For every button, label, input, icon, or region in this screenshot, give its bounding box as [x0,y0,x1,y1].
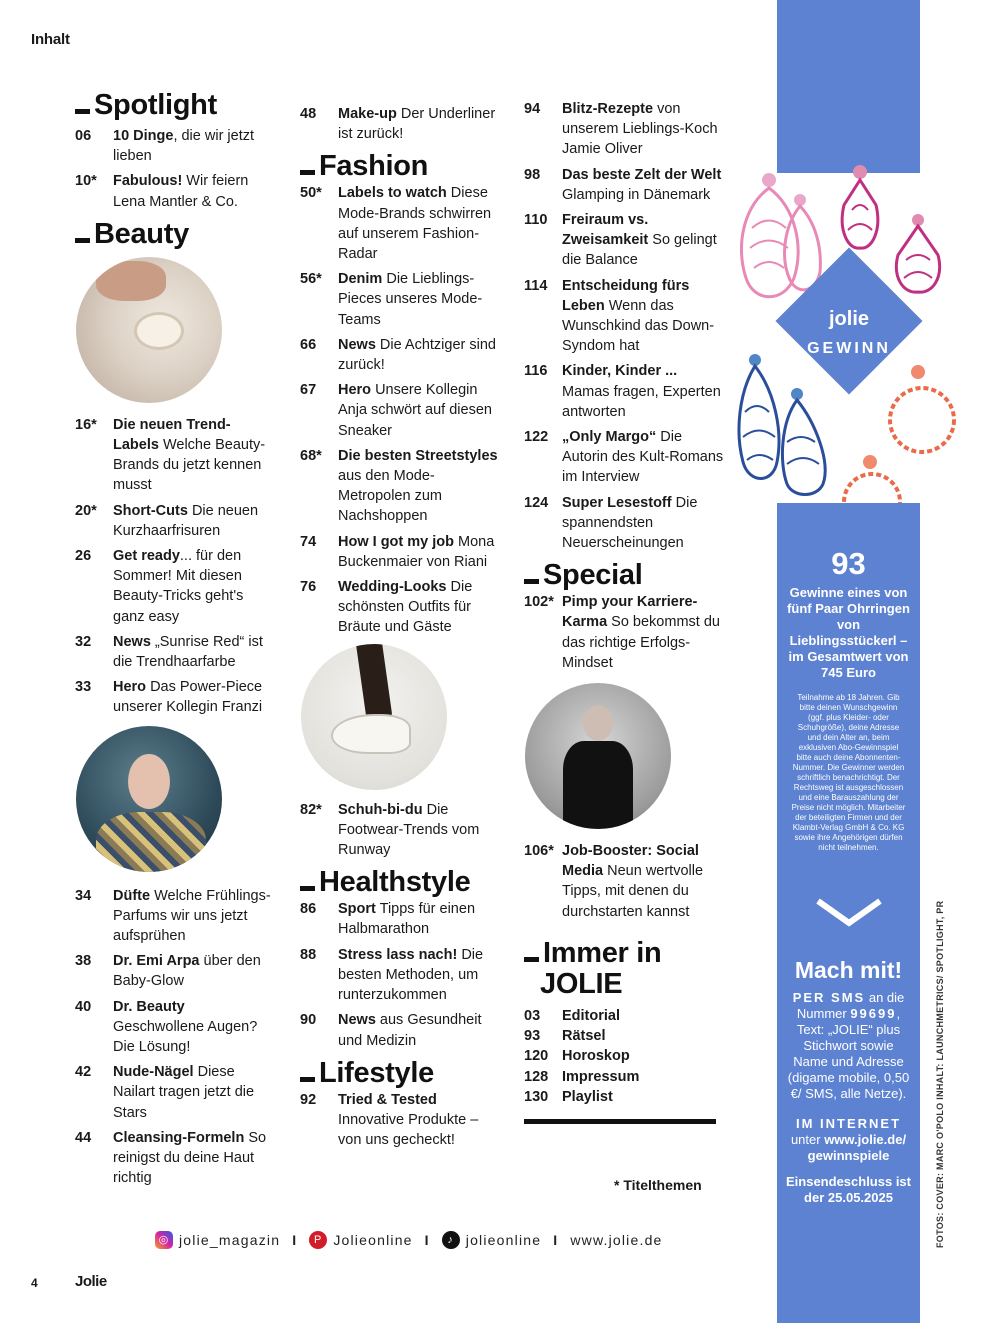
entry-description: aus Gesundheit und Medizin [338,1012,482,1049]
earring-coral-icon [830,362,960,522]
toc-entry [75,1062,275,1123]
entry-text [113,997,275,1058]
entry-text [562,592,724,673]
toc-entry [524,99,724,160]
entry-text [562,1067,724,1087]
entry-text [562,99,724,160]
social-separator: I [292,1232,298,1248]
website-link[interactable]: www.jolie.de [570,1232,663,1248]
gewinnspiel-link[interactable]: www.jolie.de/ gewinnspiele [807,1132,907,1163]
page-number-ref: 48 [300,106,317,122]
page-number-ref: 03 [524,1007,541,1024]
toc-column-1 [75,88,275,1194]
toc-entry [524,276,724,357]
page-number-ref: 16* [75,416,97,433]
internet-instructions: IM INTERNET unter www.jolie.de/ gewinnspiele [790,1116,907,1163]
entry-title: 10 Dinge [113,128,174,144]
deadline-text: Einsendeschluss ist der 25.05.2025 [786,1174,911,1205]
heading-spotlight: Spotlight [75,88,275,122]
toc-entry [300,577,500,638]
page-number-ref: 42 [75,1064,92,1081]
page-number-ref: 38 [75,953,92,970]
entry-text [338,800,500,861]
entry-description: Die Achtziger sind zurück! [338,336,496,374]
page-number-ref: 93 [524,1028,541,1045]
entry-title: Freiraum vs. Zweisamkeit [562,212,649,249]
entry-text [113,1128,275,1189]
entry-title: Horoskop [562,1048,630,1065]
entry-text [113,546,275,627]
entry-title: Job-Booster: Social Media [562,843,699,880]
entry-description: Die Autorin des Kult-Romans im Interview [562,429,724,486]
toc-entry [524,361,724,422]
entry-text [338,183,500,264]
special-list-b [524,841,724,922]
entry-title: News [338,336,376,353]
entry-text [338,532,500,572]
entry-description: aus den Mode-Metropolen zum Nachshoppen [338,468,442,525]
entry-description: Welche Frühlings-Parfums wir uns jetzt aufsprühen [113,887,271,945]
entry-description: Wir feiern Lena Mantler & Co. [113,173,249,210]
entry-text [113,415,275,496]
entry-description: Die Footwear-Trends vom Runway [338,801,480,859]
entry-title: Stress lass nach! [338,946,458,963]
entry-description: von unserem Lieblings-Koch Jamie Oliver [562,101,718,158]
entry-description: Die spannendsten Neuerscheinungen [562,494,698,552]
beauty-photo-cream [76,257,222,403]
entry-text [113,501,275,541]
toc-entry [75,501,275,541]
entry-description: Wenn das Wunschkind das Down-Syndom hat [562,297,715,355]
toc-entry [524,165,724,205]
entry-title: Hero [338,382,372,399]
entry-title: Nude-Nägel [113,1064,194,1081]
toc-entry [75,415,275,496]
entry-title: Dr. Emi Arpa [113,953,200,970]
toc-entry [524,493,724,554]
toc-entry [75,126,275,166]
page-number-ref: 130 [524,1088,549,1105]
immer-divider [524,1119,716,1124]
page-number-ref: 33 [75,679,92,696]
entry-title: Pimp your Karriere-Karma [562,594,698,631]
entry-text [338,1090,500,1151]
toc-entry [300,945,500,1006]
entry-title: Super Lesestoff [562,494,672,511]
entry-title: News [338,1012,376,1029]
toc-entry [524,1026,724,1046]
entry-text [338,104,500,144]
entry-text [338,899,500,939]
social-bar [155,1231,663,1249]
entry-text [338,446,500,527]
entry-title: Cleansing-Formeln [113,1129,245,1146]
toc-entry [524,592,724,673]
entry-description: Glamping in Dänemark [562,186,711,203]
toc-entry [300,380,500,441]
entry-description: Diese Nailart tragen jetzt die Stars [113,1064,255,1121]
sms-instructions: PER SMS an die Nummer 99699, Text: „JOLIE“ plus Stichwort sowie Name und Adresse (digame mobile, 0,50 €/ SMS, alle Netze). [787,990,910,1101]
toc-entry [300,335,500,375]
entry-description: Geschwollene Augen? Die Lösung! [113,1018,258,1056]
page-number-ref: 86 [300,901,317,918]
entry-title: Die neuen Trend-Labels [113,416,231,454]
page-number-ref: 92 [300,1091,317,1108]
page-number-ref: 88 [300,946,317,963]
page-number-ref: 120 [524,1048,549,1065]
entry-text [113,1062,275,1123]
gewinnspiel-panel [777,503,920,1323]
toc-entry [75,997,275,1058]
heading-healthstyle: Healthstyle [300,865,500,899]
lifestyle-cont-list [524,99,724,553]
makeup-list [300,104,500,144]
toc-entry [300,183,500,264]
fashion-photo-shoe [301,644,447,790]
beauty-photo-model [76,726,222,872]
pinterest-icon: P [309,1231,327,1249]
heading-immer-in-jolie: Immer in JOLIE [524,938,724,1000]
entry-title: Die besten Streetstyles [338,447,498,464]
entry-title: How I got my job [338,533,454,550]
entry-description: So bekommst du das richtige Erfolgs- Mindset [562,614,720,671]
toc-entry [300,532,500,572]
entry-title: News [113,633,151,650]
entry-description: Der Underliner ist zurück! [338,106,496,143]
page-number-ref: 50* [300,185,322,202]
section-label: Inhalt [31,31,70,48]
page-number-ref: 124 [524,494,549,511]
mach-mit-heading: Mach mit! [794,957,903,983]
heading-lifestyle: Lifestyle [300,1056,500,1090]
entry-description: ... für den Sommer! Mit diesen Beauty-Tricks geht's ganz easy [113,548,244,625]
heading-fashion: Fashion [300,149,500,183]
entry-title: Rätsel [562,1028,606,1045]
entry-title: Denim [338,271,383,288]
entry-title: Entscheidung fürs Leben [562,277,690,314]
toc-entry [300,899,500,939]
page-number-ref: 116 [524,363,548,380]
entry-title: Editorial [562,1007,621,1024]
page-number-ref: 56* [300,271,322,288]
toc-entry [300,104,500,144]
page-number-ref: 76 [300,579,317,596]
toc-entry [524,427,724,488]
entry-title: Labels to watch [338,185,447,202]
entry-text [338,380,500,441]
page-number-ref: 68* [300,447,322,464]
page-number-ref: 20* [75,502,97,519]
beauty-list-b [75,886,275,1189]
toc-entry [524,1087,724,1107]
entry-title: Short-Cuts [113,502,188,519]
page-number-ref: 128 [524,1068,549,1085]
page-number-ref: 34 [75,887,92,904]
entry-description: über den Baby-Glow [113,953,261,990]
fashion-list-a [300,183,500,637]
toc-entry [75,886,275,947]
entry-text [113,632,275,672]
footer-logo: Jolie [75,1273,107,1290]
page-number-ref: 66 [300,336,317,353]
gewinn-number: 93 [831,546,866,581]
toc-entry [524,1067,724,1087]
beauty-list-a [75,415,275,718]
toc-entry [300,1090,500,1151]
entry-title: Fabulous! [113,173,183,190]
toc-entry [524,1006,724,1026]
spotlight-list [75,126,275,212]
entry-title: Kinder, Kinder ... [562,363,678,380]
page-number-ref: 90 [300,1012,317,1029]
entry-text [562,1087,724,1107]
entry-description: So reinigst du deine Haut richtig [113,1129,267,1187]
entry-description: Die besten Methoden, um runterzukommen [338,946,484,1004]
toc-entry [75,632,275,672]
tiktok-handle[interactable]: jolieonline [465,1232,542,1248]
entry-title: Wedding-Looks [338,579,447,596]
entry-text [338,1010,500,1050]
page-number-ref: 32 [75,633,92,650]
page-number-ref: 10* [75,173,97,190]
entry-title: Düfte [113,887,151,904]
entry-description: Mona Buckenmaier von Riani [338,533,495,570]
page-number-ref: 106* [524,843,554,860]
toc-entry [300,446,500,527]
instagram-handle[interactable]: jolie_magazin [179,1232,281,1248]
entry-title: Make-up [338,106,397,122]
toc-column-3 [524,99,724,1124]
entry-text [562,210,724,271]
entry-text [113,886,275,947]
lifestyle-list [300,1090,500,1151]
page-number-ref: 110 [524,212,548,229]
page-number-ref: 26 [75,548,92,565]
tiktok-icon: ♪ [442,1231,460,1249]
entry-description: , die wir jetzt lieben [113,128,255,165]
special-list-a [524,592,724,673]
entry-title: Dr. Beauty [113,998,185,1015]
heading-special: Special [524,558,724,592]
entry-description: Mamas fragen, Experten antworten [562,383,721,420]
photo-credit: FOTOS: COVER: MARC O'POLO INHALT: LAUNCHMETRICS/ SPOTLIGHT, PR [935,900,945,1248]
entry-text [338,945,500,1006]
page-number-ref: 40 [75,998,92,1015]
page-number-ref: 94 [524,101,541,117]
toc-entry [75,171,275,211]
social-separator: I [424,1232,430,1248]
page-number-ref: 98 [524,166,541,183]
entry-text [562,1006,724,1026]
toc-entry [75,951,275,991]
page-number-ref: 74 [300,533,317,550]
entry-description: Die neuen Kurzhaarfrisuren [113,502,259,539]
entry-text [113,951,275,991]
entry-text [562,841,724,922]
chevron-down-icon [814,897,884,927]
entry-description: Innovative Produkte – von uns gecheckt! [338,1111,479,1149]
entry-description: Diese Mode-Brands schwirren auf unserem Fashion-Radar [338,185,492,263]
page-number-ref: 44 [75,1129,92,1146]
page-number-ref: 82* [300,801,322,818]
healthstyle-list [300,899,500,1050]
entry-description: „Sunrise Red“ ist die Trendhaarfarbe [113,633,263,671]
toc-entry [300,800,500,861]
instagram-icon: ◎ [155,1231,173,1249]
entry-text [338,577,500,638]
titelthemen-note: * Titelthemen [614,1177,702,1193]
toc-entry [75,1128,275,1189]
entry-text [113,126,275,166]
entry-title: Schuh-bi-du [338,801,423,818]
earring-blue-icon [735,352,835,502]
entry-description: So gelingt die Balance [562,232,717,269]
toc-entry [75,677,275,717]
fashion-list-b [300,800,500,861]
page-number-ref: 102* [524,594,554,611]
toc-entry [524,1046,724,1066]
entry-text [113,171,275,211]
entry-title: Get ready [113,548,180,565]
entry-text [562,427,724,488]
entry-text [562,276,724,357]
entry-text [562,361,724,422]
sidebar-top-band [777,0,920,173]
toc-entry [300,269,500,330]
toc-entry [524,841,724,922]
page-number-ref: 67 [300,382,317,399]
entry-text [338,269,500,330]
toc-entry [524,210,724,271]
social-separator: I [553,1232,559,1248]
page-number-ref: 122 [524,429,549,446]
entry-description: Welche Beauty-Brands du jetzt kennen musst [113,437,266,494]
entry-description: Die Lieblings-Pieces unseres Mode-Teams [338,271,483,328]
entry-description: Unsere Kollegin Anja schwört auf diesen Sneaker [338,382,492,439]
entry-text [562,165,724,205]
special-photo-streetstyle [525,683,671,829]
gewinn-badge: jolie GEWINN [776,248,922,394]
entry-title: Impressum [562,1068,640,1085]
pinterest-handle[interactable]: Jolieonline [333,1232,413,1248]
page-number-ref: 114 [524,277,548,294]
heading-beauty: Beauty [75,217,275,251]
immer-list [524,1006,724,1107]
entry-title: Das beste Zelt der Welt [562,166,722,183]
entry-text [338,335,500,375]
entry-description: Die schönsten Outfits für Bräute und Gäste [338,579,473,636]
entry-description: Das Power-Piece unserer Kollegin Franzi [113,679,263,716]
page-number-ref: 06 [75,128,92,144]
entry-text [562,493,724,554]
toc-entry [75,546,275,627]
entry-title: Playlist [562,1088,613,1105]
toc-entry [300,1010,500,1050]
terms-text: Teilnahme ab 18 Jahren. Gib bitte deinen Wunschgewinn (ggf. plus Kleider- oder Schuhgröße), deine Adresse und dein Alter an, beim exklusiven Abo-Gewinnspiel bitte auch deine Abonnenten-Nummer. Die Gewinner werden schriftlich benachrichtigt. Der Rechtsweg ist ausgeschlossen und eine Barauszahlung der Preise nicht möglich. Mitarbeiter der beteiligten Firmen und der Klambt-Verlag GmbH & Co. KG sowie ihre Angehörigen dürfen nicht teilnehmen. [791,693,906,852]
entry-text [562,1026,724,1046]
entry-title: Hero [113,679,147,696]
entry-title: Sport [338,901,376,918]
page-number: 4 [31,1276,38,1290]
toc-column-2 [300,104,500,1155]
prize-text: Gewinne eines von fünf Paar Ohrringen von Lieblingsstückerl – im Gesamtwert von 745 Euro [787,585,910,680]
entry-description: Tipps für einen Halbmarathon [338,901,476,938]
entry-title: Blitz-Rezepte [562,101,654,117]
entry-text [113,677,275,717]
entry-title: „Only Margo“ [562,429,657,446]
entry-description: Neun wertvolle Tipps, mit denen du durchstarten kannst [562,863,704,920]
entry-title: Tried & Tested [338,1091,437,1108]
entry-text [562,1046,724,1066]
